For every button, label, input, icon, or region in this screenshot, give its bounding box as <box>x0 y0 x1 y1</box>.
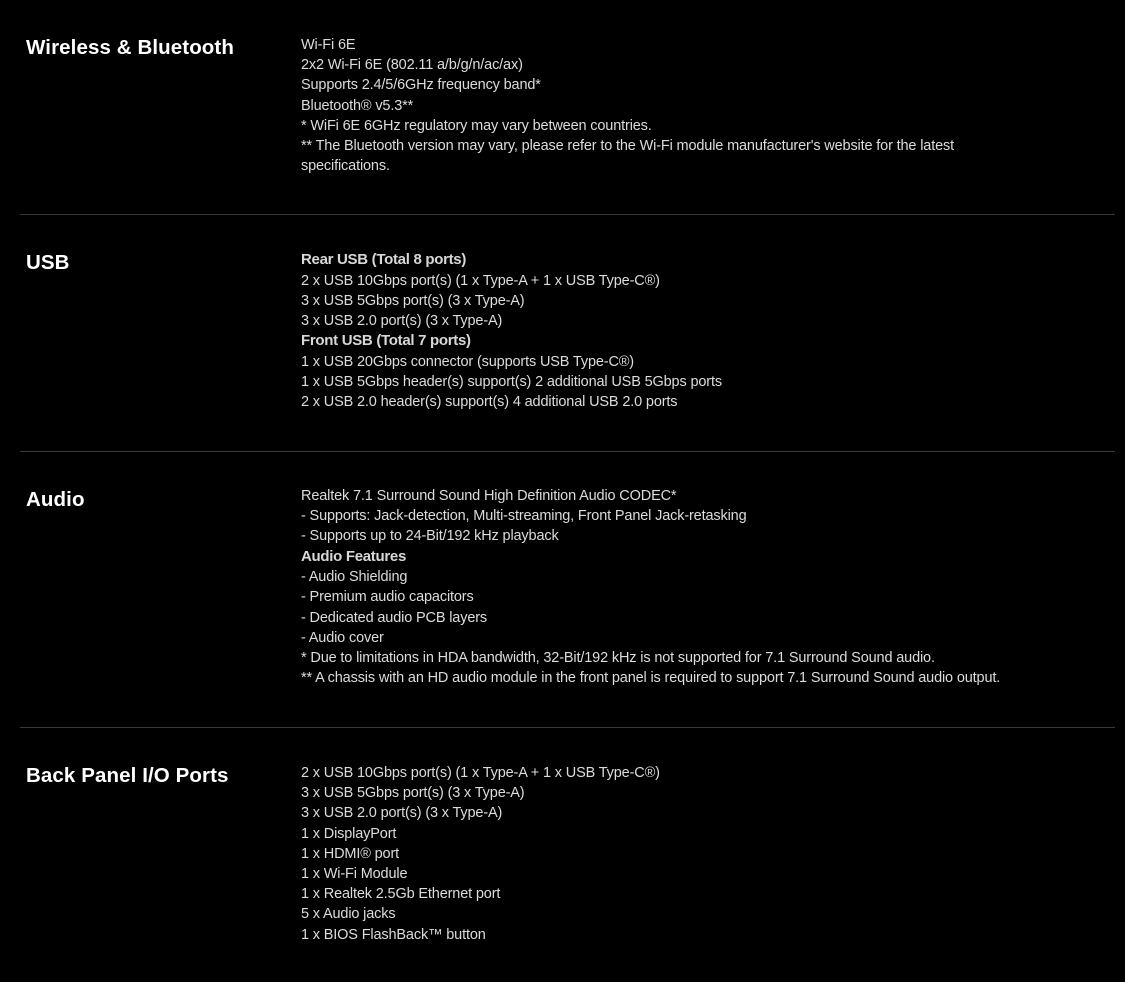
spec-line: * Due to limitations in HDA bandwidth, 32-Bit/192 kHz is not supported for 7.1 Surround Sound audio. <box>301 650 935 667</box>
section-divider <box>20 214 1115 215</box>
spec-line: 1 x USB 20Gbps connector (supports USB Type-C®) <box>301 353 634 370</box>
section-title: Audio <box>26 488 85 511</box>
spec-line: 1 x USB 5Gbps header(s) support(s) 2 additional USB 5Gbps ports <box>301 374 722 390</box>
section-title: USB <box>26 251 70 274</box>
section-lines <box>301 250 1041 412</box>
spec-subheading: Rear USB (Total 8 ports) <box>301 251 467 268</box>
spec-line: 1 x BIOS FlashBack™ button <box>301 926 486 943</box>
section-lines <box>301 486 1041 688</box>
spec-line: - Supports: Jack-detection, Multi-streaming, Front Panel Jack-retasking <box>301 508 747 525</box>
spec-subheading: Front USB (Total 7 ports) <box>301 332 471 350</box>
spec-line: - Audio Shielding <box>301 569 408 586</box>
section-title: Wireless & Bluetooth <box>26 36 234 59</box>
spec-line: 3 x USB 5Gbps port(s) (3 x Type-A) <box>301 785 525 802</box>
spec-line: ** A chassis with an HD audio module in the front panel is required to support 7.1 Surround Sound audio output. <box>301 670 1001 687</box>
spec-line: - Premium audio capacitors <box>301 589 474 606</box>
section-lines <box>301 763 1041 945</box>
spec-line: ** The Bluetooth version may vary, please refer to the Wi-Fi module manufacturer's website for the latest <box>301 138 954 155</box>
spec-line: 2 x USB 2.0 header(s) support(s) 4 additional USB 2.0 ports <box>301 394 678 411</box>
spec-line: 3 x USB 2.0 port(s) (3 x Type-A) <box>301 805 503 822</box>
spec-line: specifications. <box>301 158 390 175</box>
spec-line: 1 x Wi-Fi Module <box>301 866 408 883</box>
section-title: Back Panel I/O Ports <box>26 764 229 787</box>
spec-line: 2 x USB 10Gbps port(s) (1 x Type-A + 1 x USB Type-C®) <box>301 272 660 289</box>
spec-line: 2 x USB 10Gbps port(s) (1 x Type-A + 1 x USB Type-C®) <box>301 765 660 781</box>
spec-line: 3 x USB 5Gbps port(s) (3 x Type-A) <box>301 292 525 309</box>
spec-line: Bluetooth® v5.3** <box>301 97 414 114</box>
section-lines <box>301 35 1041 176</box>
spec-line: Realtek 7.1 Surround Sound High Definition Audio CODEC* <box>301 488 677 504</box>
section-divider <box>20 727 1115 728</box>
spec-line: * WiFi 6E 6GHz regulatory may vary between countries. <box>301 117 652 134</box>
spec-line: 1 x HDMI® port <box>301 845 400 862</box>
spec-subheading: Audio Features <box>301 547 406 565</box>
spec-line: 5 x Audio jacks <box>301 906 396 923</box>
spec-line: - Dedicated audio PCB layers <box>301 609 488 626</box>
spec-line: 2x2 Wi-Fi 6E (802.11 a/b/g/n/ac/ax) <box>301 57 523 74</box>
spec-line: - Audio cover <box>301 629 384 646</box>
spec-line: 1 x DisplayPort <box>301 825 397 842</box>
spec-line: Wi-Fi 6E <box>301 37 356 53</box>
section-divider <box>20 451 1115 452</box>
spec-line: Supports 2.4/5/6GHz frequency band* <box>301 77 541 94</box>
spec-line: - Supports up to 24-Bit/192 kHz playback <box>301 528 559 545</box>
spec-line: 1 x Realtek 2.5Gb Ethernet port <box>301 886 501 903</box>
spec-line: 3 x USB 2.0 port(s) (3 x Type-A) <box>301 313 503 329</box>
